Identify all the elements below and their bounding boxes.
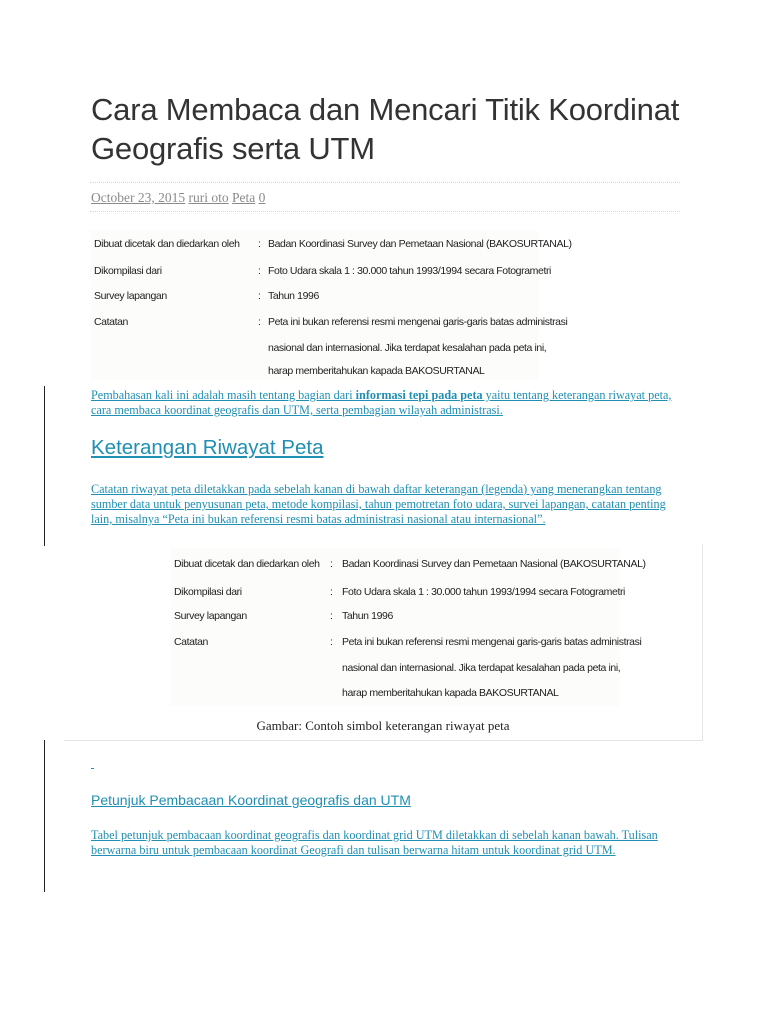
doc-row-value: nasional dan internasional. Jika terdapat kesalahan pada peta ini, [268, 342, 547, 354]
post-meta [91, 190, 265, 206]
doc-row-label: Catatan [94, 316, 128, 328]
doc-row-value: nasional dan internasional. Jika terdapat kesalahan pada peta ini, [342, 662, 621, 674]
doc-row-label: Dibuat dicetak dan diedarkan oleh [94, 238, 240, 250]
article-title: Cara Membaca dan Mencari Titik Koordinat Geografis serta UTM [91, 92, 680, 166]
doc-row-value: Tahun 1996 [342, 610, 393, 622]
divider [90, 211, 680, 212]
section-heading-petunjuk[interactable]: Petunjuk Pembacaan Koordinat geografis dan UTM [91, 792, 411, 808]
divider [90, 182, 680, 183]
empty-link[interactable] [91, 768, 94, 769]
doc-row-value: Peta ini bukan referensi resmi mengenai garis-garis batas administrasi [342, 636, 642, 648]
figure-caption: Gambar: Contoh simbol keterangan riwayat peta [256, 718, 510, 733]
doc-row-label: Survey lapangan [174, 610, 247, 622]
post-date-link[interactable]: October 23, 2015 [91, 190, 186, 205]
doc-row-colon: : [330, 558, 333, 570]
doc-row-colon: : [330, 636, 333, 648]
doc-row-value: Peta ini bukan referensi resmi mengenai garis-garis batas administrasi [268, 316, 568, 328]
doc-row-value: Tahun 1996 [268, 290, 319, 302]
comments-link[interactable]: 0 [258, 190, 266, 205]
doc-row-value: Foto Udara skala 1 : 30.000 tahun 1993/1994 secara Fotogrametri [342, 586, 625, 598]
left-margin-bar [44, 740, 45, 892]
doc-row-colon: : [258, 238, 261, 250]
doc-row-label: Dibuat dicetak dan diedarkan oleh [174, 558, 320, 570]
doc-row-label: Survey lapangan [94, 290, 167, 302]
doc-row-label: Dikompilasi dari [94, 265, 162, 277]
map-history-image [90, 230, 572, 380]
left-margin-bar [44, 386, 45, 546]
doc-row-value: Foto Udara skala 1 : 30.000 tahun 1993/1994 secara Fotogrametri [268, 265, 551, 277]
doc-row-colon: : [330, 610, 333, 622]
section-heading-riwayat[interactable]: Keterangan Riwayat Peta [91, 436, 324, 459]
map-history-figure-image [170, 548, 646, 706]
doc-row-label: Dikompilasi dari [174, 586, 242, 598]
doc-row-label: Catatan [174, 636, 208, 648]
intro-paragraph[interactable] [91, 388, 681, 418]
doc-row-value: harap memberitahukan kapada BAKOSURTANAL [268, 365, 485, 377]
doc-row-value: Badan Koordinasi Survey dan Pemetaan Nasional (BAKOSURTANAL) [342, 558, 646, 570]
doc-row-value: harap memberitahukan kapada BAKOSURTANAL [342, 687, 559, 699]
section1-paragraph[interactable]: Catatan riwayat peta diletakkan pada sebelah kanan di bawah daftar keterangan (legenda) yang menerangkan tentang sumber data untuk penyusunan peta, metode kompilasi, tahun pemotretan foto udara, survei lapangan, catatan penting lain, misalnya “Peta ini bukan referensi resmi batas administrasi nasional atau internasional”. [91, 482, 666, 526]
doc-row-colon: : [258, 316, 261, 328]
intro-text: yaitu tentang keterangan riwayat peta, cara membaca koordinat geografis dan UTM, serta pembagian wilayah administrasi. [91, 388, 672, 417]
section2-paragraph[interactable]: Tabel petunjuk pembacaan koordinat geografis dan koordinat grid UTM diletakkan di sebelah kanan bawah. Tulisan berwarna biru untuk pembacaan koordinat Geografi dan tulisan berwarna hitam untuk koordinat grid UTM. [91, 828, 658, 857]
doc-row-colon: : [258, 265, 261, 277]
category-link[interactable]: Peta [231, 190, 256, 205]
doc-row-value: Badan Koordinasi Survey dan Pemetaan Nasional (BAKOSURTANAL) [268, 238, 572, 250]
doc-row-colon: : [330, 586, 333, 598]
author-link[interactable]: ruri oto [188, 190, 229, 205]
intro-bold-link[interactable]: informasi tepi pada peta [355, 388, 483, 402]
doc-row-colon: : [258, 290, 261, 302]
intro-text: Pembahasan kali ini adalah masih tentang bagian dari [91, 388, 356, 402]
